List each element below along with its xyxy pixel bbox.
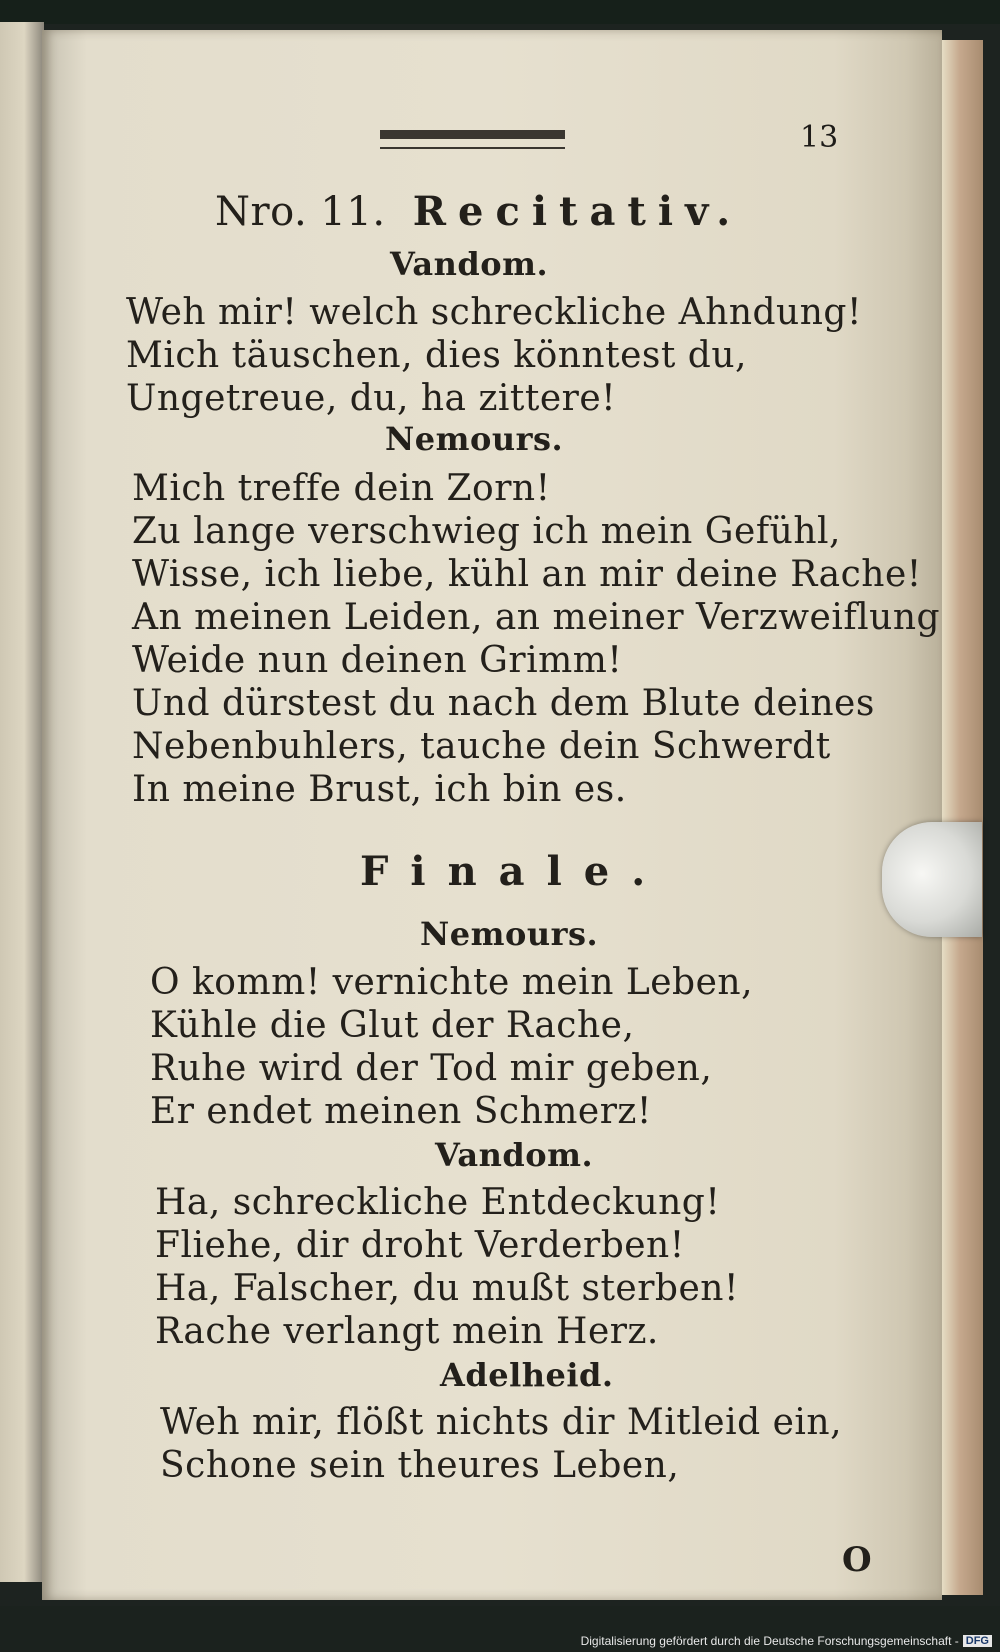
- verse-line: In meine Brust, ich bin es.: [132, 769, 627, 810]
- header-rule-ornament: [380, 130, 565, 139]
- scan-top-border: [0, 0, 1000, 24]
- verse-line: Wisse, ich liebe, kühl an mir deine Rache!: [132, 554, 922, 595]
- heading-title: Recitativ.: [412, 188, 743, 235]
- dfg-logo: DFG: [963, 1635, 992, 1647]
- verse-line: Nebenbuhlers, tauche dein Schwerdt: [132, 726, 831, 767]
- verse-line: Mich täuschen, dies könntest du,: [126, 335, 747, 376]
- verse-line: Schone sein theures Leben,: [160, 1445, 680, 1486]
- verse-line: Weh mir! welch schreckliche Ahndung!: [126, 292, 862, 333]
- scanner-clip: [882, 822, 982, 937]
- scan-bottom-border: [0, 1606, 1000, 1652]
- facing-page-edge: [0, 22, 44, 1582]
- verse-line: Ruhe wird der Tod mir geben,: [150, 1048, 713, 1089]
- verse-line: Und dürstest du nach dem Blute deines: [132, 683, 875, 724]
- finale-heading: Finale.: [360, 848, 668, 895]
- speaker-name: Nemours.: [385, 420, 564, 458]
- digitization-credit: [581, 1634, 992, 1648]
- speaker-name: Vandom.: [435, 1136, 594, 1174]
- verse-line: An meinen Leiden, an meiner Verzweiflung: [132, 597, 941, 638]
- verse-line: Kühle die Glut der Rache,: [150, 1005, 635, 1046]
- header-rule-line: [380, 147, 565, 149]
- verse-line: Fliehe, dir droht Verderben!: [155, 1225, 685, 1266]
- verse-line: Weide nun deinen Grimm!: [132, 640, 623, 681]
- verse-line: Er endet meinen Schmerz!: [150, 1091, 652, 1132]
- page-number: 13: [800, 120, 839, 155]
- verse-line: Ungetreue, du, ha zittere!: [126, 378, 617, 419]
- verse-line: Zu lange verschwieg ich mein Gefühl,: [132, 511, 841, 552]
- speaker-name: Adelheid.: [440, 1356, 614, 1394]
- section-heading: [215, 188, 742, 235]
- verse-line: Mich treffe dein Zorn!: [132, 468, 551, 509]
- verse-line: Weh mir, flößt nichts dir Mitleid ein,: [160, 1402, 843, 1443]
- speaker-name: Nemours.: [420, 915, 599, 953]
- catchword: O: [842, 1540, 872, 1580]
- speaker-name: Vandom.: [390, 245, 549, 283]
- verse-line: O komm! vernichte mein Leben,: [150, 962, 754, 1003]
- verse-line: Ha, Falscher, du mußt sterben!: [155, 1268, 739, 1309]
- verse-line: Ha, schreckliche Entdeckung!: [155, 1182, 721, 1223]
- heading-number: Nro. 11.: [215, 189, 386, 235]
- verse-line: Rache verlangt mein Herz.: [155, 1311, 659, 1352]
- credit-text: Digitalisierung gefördert durch die Deutsche Forschungsgemeinschaft -: [580, 1634, 959, 1648]
